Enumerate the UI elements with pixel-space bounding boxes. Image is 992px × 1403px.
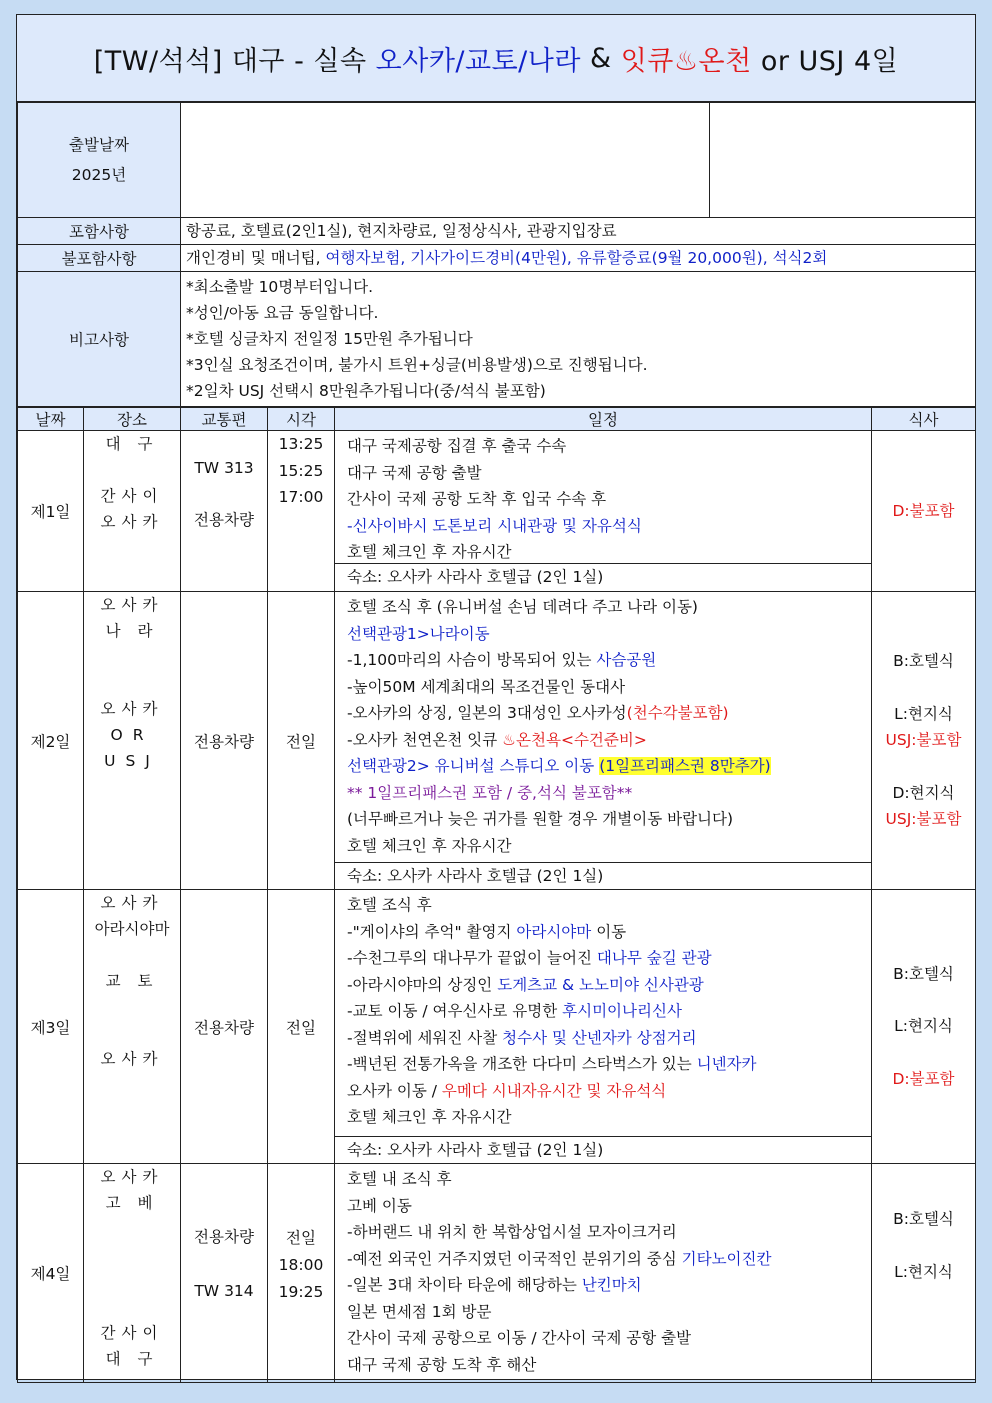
- remark-line: *3인실 요청조건이며, 불가시 트윈+싱글(비용발생)으로 진행됩니다.: [186, 356, 648, 374]
- day-row-4: [18, 1164, 976, 1383]
- col-schedule: 일정: [335, 408, 872, 431]
- day-meals: B:호텔식 L:현지식: [872, 1164, 976, 1383]
- included-row: [18, 218, 976, 245]
- day-meals: B:호텔식 L:현지식 D:불포함: [872, 890, 976, 1164]
- remarks-label: 비고사항: [18, 272, 181, 407]
- remark-line: *최소출발 10명부터입니다.: [186, 278, 374, 296]
- day-meals: D:불포함: [872, 431, 976, 592]
- page-title: [17, 15, 975, 102]
- departure-field-2: [710, 103, 976, 218]
- title-prefix: [TW/석석] 대구 - 실속: [93, 45, 376, 77]
- day-schedule: 대구 국제공항 집결 후 출국 수속 대구 국제 공항 출발 간사이 국제 공항 도착 후 입국 수속 후 -신사이바시 도톤보리 시내관광 및 자유석식 호텔 체크인 후 자유시간 숙소: 오사카 사라사 호텔급 (2인 1실): [335, 431, 872, 592]
- title-onsen: 잇큐♨온천: [620, 45, 752, 77]
- remarks-list: [181, 272, 976, 407]
- day-times: 전일: [268, 592, 335, 890]
- remark-line: *2일차 USJ 선택시 8만원추가됩니다(중/석식 불포함): [186, 382, 546, 400]
- included-label: 포함사항: [18, 218, 181, 245]
- excluded-row: [18, 245, 976, 272]
- day-places: 오사카 고 베 간사이 대 구: [84, 1164, 181, 1383]
- day-schedule: 호텔 조식 후 (유니버설 손님 데려다 주고 나라 이동) 선택관광1>나라이동 -1,100마리의 사슴이 방목되어 있는 사슴공원 -높이50M 세계최대의 목조건물인 동대사 -오사카의 상징, 일본의 3대성인 오사카성(천수각불포함) -오사카 천연온천 잇큐 ♨온천욕<수건준비> 선택관광2> 유니버설 스튜디오 이동 (1일프리패스권 8만추가) ** 1일프리패스권 포함 / 중,석식 불포함** (너무빠르거나 늦은 귀가를 원할 경우 개별이동 바랍니다) 호텔 체크인 후 자유시간 숙소: 오사카 사라사 호텔급 (2인 1실): [335, 592, 872, 890]
- day-places: 대 구 간사이 오사카: [84, 431, 181, 592]
- excluded-text: 개인경비 및 매너팁, 여행자보험, 기사가이드경비(4만원), 유류할증료(9월 20,000원), 석식2회: [181, 245, 976, 272]
- col-meal: 식사: [872, 408, 976, 431]
- day-row-3: [18, 890, 976, 1164]
- day-transport: 전용차량: [181, 592, 268, 890]
- title-amp: &: [580, 42, 621, 74]
- day-times: 전일: [268, 890, 335, 1164]
- hotel-info: 숙소: 오사카 사라사 호텔급 (2인 1실): [335, 862, 871, 889]
- day-label: 제3일: [18, 890, 84, 1164]
- col-transport: 교통편: [181, 408, 268, 431]
- day-row-1: [18, 431, 976, 592]
- departure-label: 출발날짜 2025년: [18, 103, 181, 218]
- col-place: 장소: [84, 408, 181, 431]
- day-schedule: 호텔 조식 후 -"게이샤의 추억" 촬영지 아라시야마 이동 -수천그루의 대나무가 끝없이 늘어진 대나무 숲길 관광 -아라시야마의 상징인 도게츠교 & 노노미야 신사관광 -교토 이동 / 여우신사로 유명한 후시미이나리신사 -절벽위에 세워진 사찰 청수사 및 산넨자카 상점거리 -백년된 전통가옥을 개조한 다다미 스타벅스가 있는 니넨자카 오사카 이동 / 우메다 시내자유시간 및 자유석식 호텔 체크인 후 자유시간 숙소: 오사카 사라사 호텔급 (2인 1실): [335, 890, 872, 1164]
- title-suffix: or USJ 4일: [751, 45, 899, 77]
- remarks-row: [18, 272, 976, 407]
- day-transport: TW 313 전용차량: [181, 431, 268, 592]
- day-label: 제2일: [18, 592, 84, 890]
- departure-row: [18, 103, 976, 218]
- col-date: 날짜: [18, 408, 84, 431]
- day-places: 오사카 아라시야마 교 토 오사카: [84, 890, 181, 1164]
- day-times: 전일 18:00 19:25: [268, 1164, 335, 1383]
- day-schedule: 호텔 내 조식 후 고베 이동 -하버랜드 내 위치 한 복합상업시설 모자이크거리 -예전 외국인 거주지였던 이국적인 분위기의 중심 기타노이진칸 -일본 3대 차이타 타운에 해당하는 난킨마치 일본 면세점 1회 방문 간사이 국제 공항으로 이동 / 간사이 국제 공항 출발 대구 국제 공항 도착 후 해산: [335, 1164, 872, 1383]
- day-row-2: [18, 592, 976, 890]
- departure-field-1: [181, 103, 710, 218]
- included-text: 항공료, 호텔료(2인1실), 현지차량료, 일정상식사, 관광지입장료: [181, 218, 976, 245]
- day-label: 제1일: [18, 431, 84, 592]
- hotel-info: 숙소: 오사카 사라사 호텔급 (2인 1실): [335, 1136, 871, 1163]
- remark-line: *성인/아동 요금 동일합니다.: [186, 304, 379, 322]
- schedule-table: [17, 407, 976, 1383]
- itinerary-sheet: [16, 14, 976, 1380]
- day-transport: 전용차량: [181, 890, 268, 1164]
- remark-line: *호텔 싱글차지 전일정 15만원 추가됩니다: [186, 330, 473, 348]
- day-label: 제4일: [18, 1164, 84, 1383]
- excluded-label: 불포함사항: [18, 245, 181, 272]
- day-times: 13:25 15:25 17:00: [268, 431, 335, 592]
- title-destinations: 오사카/교토/나라: [375, 45, 581, 77]
- col-time: 시각: [268, 408, 335, 431]
- info-table: [17, 102, 976, 407]
- day-transport: 전용차량 TW 314: [181, 1164, 268, 1383]
- hotel-info: 숙소: 오사카 사라사 호텔급 (2인 1실): [335, 563, 871, 590]
- schedule-header: [18, 408, 976, 431]
- day-places: 오사카 나 라 오사카 OR USJ: [84, 592, 181, 890]
- day-meals: B:호텔식 L:현지식 USJ:불포함 D:현지식 USJ:불포함: [872, 592, 976, 890]
